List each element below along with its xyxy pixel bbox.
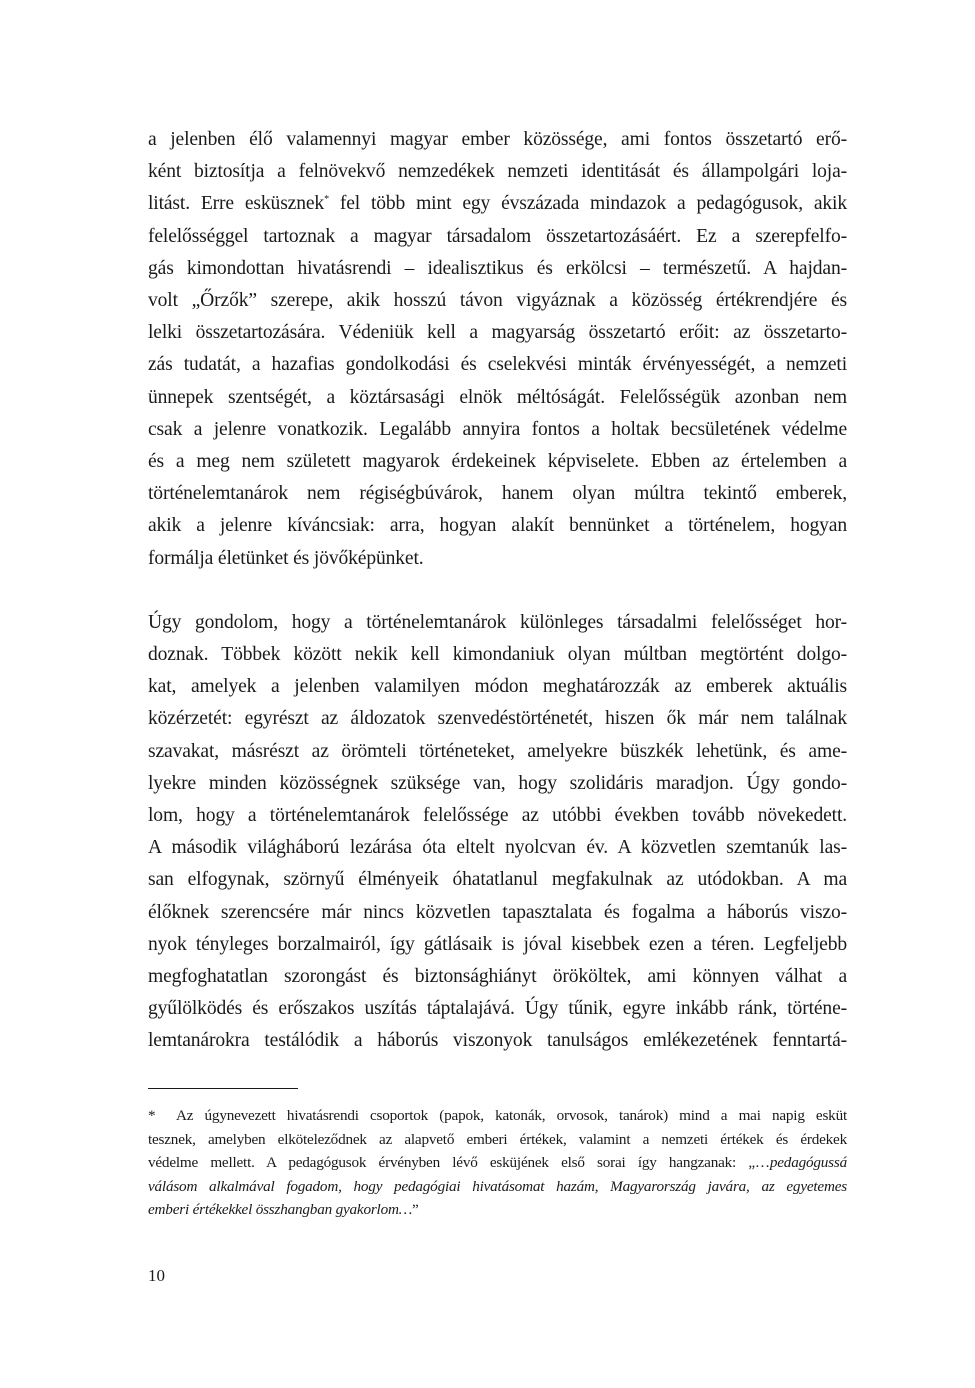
text-fragment: fel több mint egy évszázada mindazok a pedagógusok, akik — [328, 193, 847, 215]
text-line: gyűlölködés és erőszakos uszítás táptalajává. Úgy tűnik, egyre inkább ránk, történe- — [148, 998, 847, 1020]
text-line-with-footnote-ref — [148, 188, 847, 220]
text-line: akik a jelenre kíváncsiak: arra, hogyan alakít bennünket a történelem, hogyan — [148, 515, 847, 537]
page-body — [148, 124, 847, 1058]
paragraph-2 — [148, 607, 847, 1058]
text-line: közérzetét: egyrészt az áldozatok szenvedéstörténetét, hiszen ők már nem találnak — [148, 708, 847, 730]
footnote-line — [148, 1175, 847, 1199]
footnote-line: tesznek, amelyben elköteleződnek az alapvető emberi értékek, valamint a nemzeti értékek és érdekek — [148, 1130, 847, 1148]
text-line: doznak. Többek között nekik kell kimondaniuk olyan múltban megtörtént dolgo- — [148, 644, 847, 666]
text-line: és a meg nem született magyarok érdekeinek képviselete. Ebben az értelemben a — [148, 451, 847, 473]
text-line: felelősséggel tartoznak a magyar társadalom összetartozásáért. Ez a szerepfelfo- — [148, 225, 847, 247]
text-line: volt „Őrzők” szerepe, akik hosszú távon vigyáznak a közösség értékrendjére és — [148, 290, 847, 312]
footnote-quote-italic: válásom alkalmával fogadom, hogy pedagógiai hivatásomat hazám, Magyarország javára, az egyetemes — [148, 1177, 847, 1195]
footnote-mark: * — [148, 1107, 156, 1124]
text-line: lelki összetartozására. Védeniük kell a magyarság összetartó erőit: az összetarto- — [148, 322, 847, 344]
text-fragment: litást. Erre esküsznek — [148, 193, 325, 215]
footnote-line — [148, 1104, 847, 1128]
text-line: formálja életünket és jövőképünket. — [148, 547, 424, 569]
paragraph-1 — [148, 124, 847, 575]
page-number: 10 — [148, 1266, 165, 1285]
footnote — [148, 1104, 847, 1222]
text-line: Úgy gondolom, hogy a történelemtanárok különleges társadalmi felelősséget hor- — [148, 611, 847, 633]
text-line: megfoghatatlan szorongást és biztonsághiányt örököltek, ami könnyen válhat a — [148, 966, 847, 988]
footnote-line — [148, 1151, 847, 1175]
text-line: lyekre minden közösségnek szüksége van, hogy szolidáris maradjon. Úgy gondo- — [148, 772, 847, 794]
text-line: élőknek szerencsére már nincs közvetlen tapasztalata és fogalma a háborús viszo- — [148, 901, 847, 923]
text-line: ünnepek szentségét, a köztársasági elnök méltóságát. Felelősségük azonban nem — [148, 386, 847, 408]
text-line: A második világháború lezárása óta eltelt nyolcvan év. A közvetlen szemtanúk las- — [148, 837, 847, 859]
text-line: csak a jelenre vonatkozik. Legalább annyira fontos a holtak becsületének védelme — [148, 418, 847, 440]
footnote-reference[interactable]: * — [324, 194, 329, 206]
footnote-text: védelme mellett. A pedagógusok érvényben lévő esküjének első sorai így hangzanak: „… — [148, 1154, 770, 1172]
text-line: történelemtanárok nem régiségbúvárok, hanem olyan múltra tekintő emberek, — [148, 483, 847, 505]
text-line: kat, amelyek a jelenben valamilyen módon meghatározzák az emberek aktuális — [148, 676, 847, 698]
text-line: nyok tényleges borzalmairól, így gátlásaik is jóval kisebbek ezen a téren. Legfeljebb — [148, 933, 847, 955]
footnote-line — [148, 1198, 847, 1222]
text-line: lemtanárokra testálódik a háborús viszonyok tanulságos emlékezetének fenntartá- — [148, 1030, 847, 1052]
closing-quote: ” — [412, 1201, 419, 1219]
text-line: ként biztosítja a felnövekvő nemzedékek nemzeti identitását és állampolgári loja- — [148, 161, 847, 183]
footnote-quote-italic: emberi értékekkel összhangban gyakorlom… — [148, 1201, 413, 1219]
text-line: zás tudatát, a hazafias gondolkodási és cselekvési minták érvényességét, a nemzeti — [148, 354, 847, 376]
text-line: szavakat, másrészt az örömteli történeteket, amelyekre büszkék lehetünk, és ame- — [148, 740, 847, 762]
footnote-quote-italic: pedagógussá — [769, 1154, 847, 1172]
text-line: a jelenben élő valamennyi magyar ember közössége, ami fontos összetartó erő- — [148, 129, 847, 150]
footnote-separator — [148, 1088, 298, 1089]
footnote-text: Az úgynevezett hivatásrendi csoportok (papok, katonák, orvosok, tanárok) mind a mai napig esküt — [176, 1107, 847, 1124]
text-line: san elfogynak, szörnyű élményeik óhatatlanul megfakulnak az utódokban. A ma — [148, 869, 847, 891]
text-line: lom, hogy a történelemtanárok felelőssége az utóbbi években tovább növekedett. — [148, 805, 847, 827]
text-line: gás kimondottan hivatásrendi – idealisztikus és erkölcsi – természetű. A hajdan- — [148, 257, 847, 279]
